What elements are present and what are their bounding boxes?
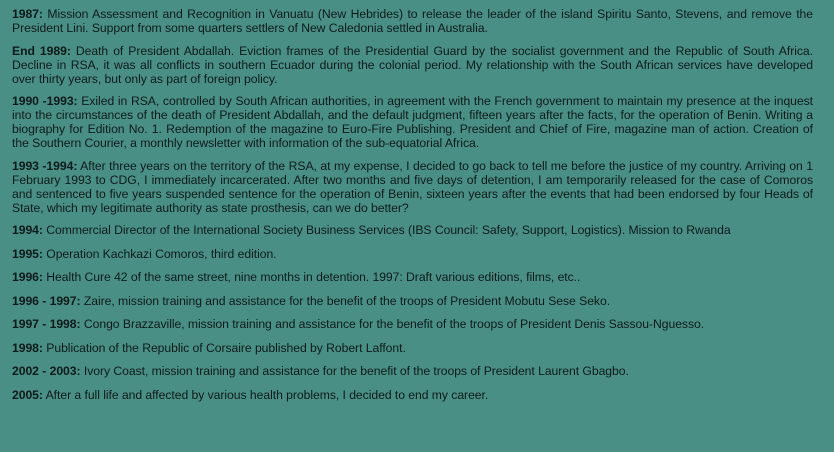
entry-year: 1994:: [12, 223, 43, 237]
timeline-entry-1987: [12, 7, 813, 35]
timeline-entry-1990-1993: [12, 94, 813, 150]
entry-text: Death of President Abdallah. Eviction frames of the Presidential Guard by the socialist government and the Republic of South Africa. Decline in RSA, it was all conflicts in southern Ecuador during the colonial period. My relationship with the South African services have developed over thirty years, but only as part of foreign policy.: [12, 43, 813, 86]
entry-text: Zaire, mission training and assistance for the benefit of the troops of President Mobutu Sese Seko.: [83, 293, 611, 308]
entry-text: Ivory Coast, mission training and assistance for the benefit of the troops of President Laurent Gbagbo.: [83, 364, 629, 378]
entry-text: After a full life and affected by various health problems, I decided to end my career.: [45, 387, 489, 402]
entry-year: 1996 - 1997:: [12, 293, 81, 308]
entry-text: Publication of the Republic of Corsaire published by Robert Laffont.: [46, 340, 406, 355]
entry-text: Congo Brazzaville, mission training and assistance for the benefit of the troops of President Denis Sassou-Nguesso.: [83, 317, 705, 331]
entry-text: Operation Kachkazi Comoros, third edition.: [46, 246, 277, 261]
entry-year: 1995:: [12, 246, 43, 261]
timeline-entry-1996-1997: [12, 294, 813, 308]
timeline-entry-1997-1998: [12, 317, 813, 331]
timeline-entry-1996: [12, 270, 813, 284]
entry-year: End 1989:: [12, 43, 71, 58]
entry-text: Exiled in RSA, controlled by South African authorities, in agreement with the French government to maintain my presence at the inquest into the circumstances of the death of President Abdallah, and the default judgment, fifteen years after the facts, for the operation of Benin. Writing a biography for Edition No. 1. Redemption of the magazine to Euro-Fire Publishing. President and Chief of Fire, magazine man of action. Creation of the Southern Courier, a monthly newsletter with information of the sub-equatorial Africa.: [12, 94, 814, 150]
entry-year: 1996:: [12, 270, 43, 284]
timeline-entry-1994: [12, 223, 813, 237]
entry-text: Mission Assessment and Recognition in Vanuatu (New Hebrides) to release the leader of the island Spiritu Santo, Stevens, and remove the President Lini. Support from some quarters settlers of New Caledonia settled in Australia.: [12, 7, 813, 35]
timeline-entry-1998: [12, 341, 813, 355]
entry-year: 1987:: [12, 7, 43, 21]
entry-text: Health Cure 42 of the same street, nine months in detention. 1997: Draft various editions, films, etc..: [46, 270, 581, 284]
entry-year: 2002 - 2003:: [12, 364, 81, 378]
timeline-entry-2002-2003: [12, 364, 813, 378]
entry-year: 1998:: [12, 340, 43, 355]
entry-year: 2005:: [12, 387, 43, 402]
timeline-entry-1993-1994: [12, 159, 813, 215]
entry-text: Commercial Director of the International Society Business Services (IBS Council: Safety, Support, Logistics). Mission to Rwanda: [46, 223, 731, 237]
entry-year: 1997 - 1998:: [12, 317, 81, 331]
timeline-entry-2005: [12, 388, 813, 402]
timeline-entry-1989: [12, 44, 813, 86]
entry-year: 1993 -1994:: [12, 158, 78, 173]
timeline-entry-1995: [12, 247, 813, 261]
entry-text: After three years on the territory of the RSA, at my expense, I decided to go back to tell me before the justice of my country. Arriving on 1 February 1993 to CDG, I immediately incarcerated. After two months and five days of detention, I am temporarily released for the case of Comoros and sentenced to five years suspended sentence for the operation of Benin, sixteen years after the events that had been endorsed by four Heads of State, which my legitimate authority as state prosthesis, can we do better?: [12, 158, 813, 215]
entry-year: 1990 -1993:: [12, 94, 78, 108]
